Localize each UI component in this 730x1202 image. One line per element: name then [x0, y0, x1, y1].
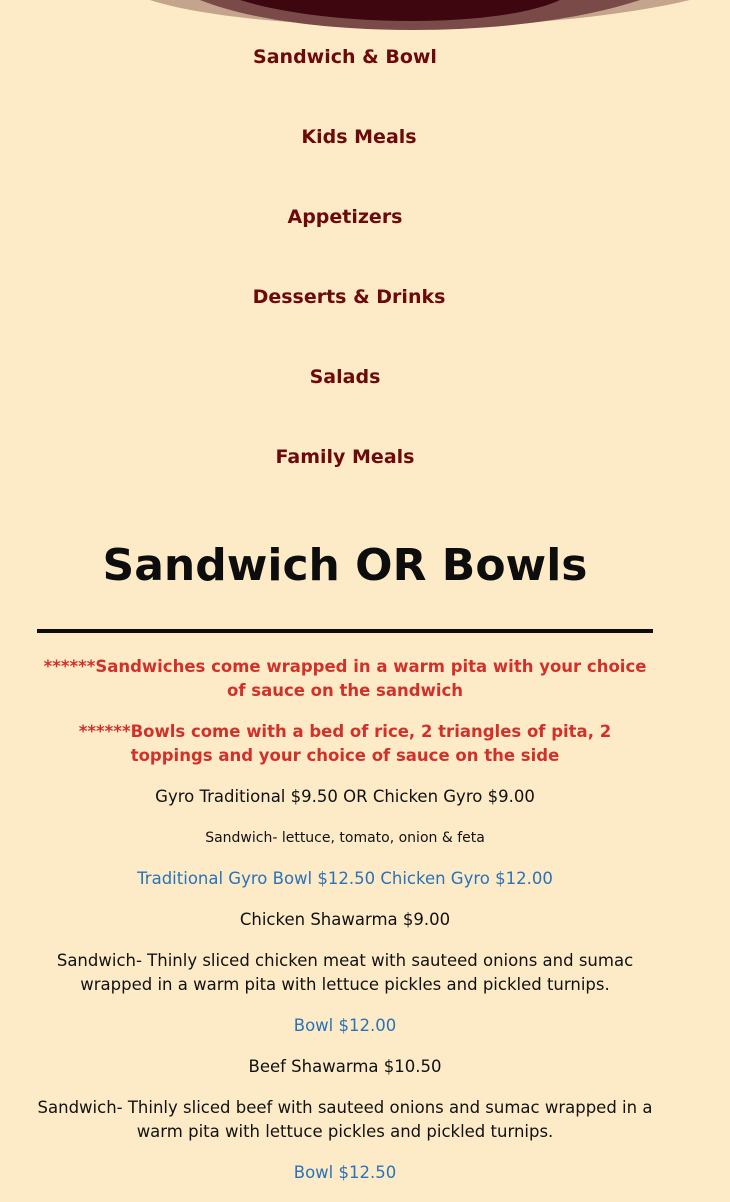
nav-sandwich-bowl[interactable]: Sandwich & Bowl: [253, 46, 437, 68]
menu-item-bowl-price: Traditional Gyro Bowl $12.50 Chicken Gyro $12.00: [137, 869, 553, 888]
menu-item-description: Sandwich- Thinly sliced chicken meat with sauteed onions and sumac wrapped in a warm pita with lettuce pickles and pickled turnips.: [56, 951, 634, 994]
nav-appetizers[interactable]: Appetizers: [287, 206, 403, 228]
sandwich-note: ******Sandwiches come wrapped in a warm pita with your choice of sauce on the sandwich: [43, 657, 647, 700]
menu-list: [37, 655, 653, 1202]
nav-desserts-drinks[interactable]: Desserts & Drinks: [252, 286, 446, 308]
menu-item-bowl-price: Bowl $12.00: [293, 1016, 397, 1035]
header-banner-wave: [0, 0, 730, 40]
bowl-note: ******Bowls come with a bed of rice, 2 triangles of pita, 2 toppings and your choice of sauce on the side: [78, 722, 612, 765]
menu-item-title: Gyro Traditional $9.50 OR Chicken Gyro $9.00: [155, 787, 535, 806]
nav-kids-meals[interactable]: Kids Meals: [301, 126, 417, 148]
menu-item-title: Beef Shawarma $10.50: [248, 1057, 442, 1076]
menu-item-description: Sandwich- lettuce, tomato, onion & feta: [205, 830, 485, 846]
nav-family-meals[interactable]: Family Meals: [275, 446, 415, 468]
menu-item-description: Sandwich- Thinly sliced beef with sauteed onions and sumac wrapped in a warm pita with lettuce pickles and pickled turnips.: [37, 1098, 653, 1141]
menu-item-bowl-price: Bowl $12.50: [293, 1163, 397, 1182]
section-divider: [37, 629, 653, 633]
section-title: Sandwich OR Bowls: [102, 540, 588, 591]
nav-salads[interactable]: Salads: [309, 366, 381, 388]
menu-item-title: Chicken Shawarma $9.00: [239, 910, 451, 929]
